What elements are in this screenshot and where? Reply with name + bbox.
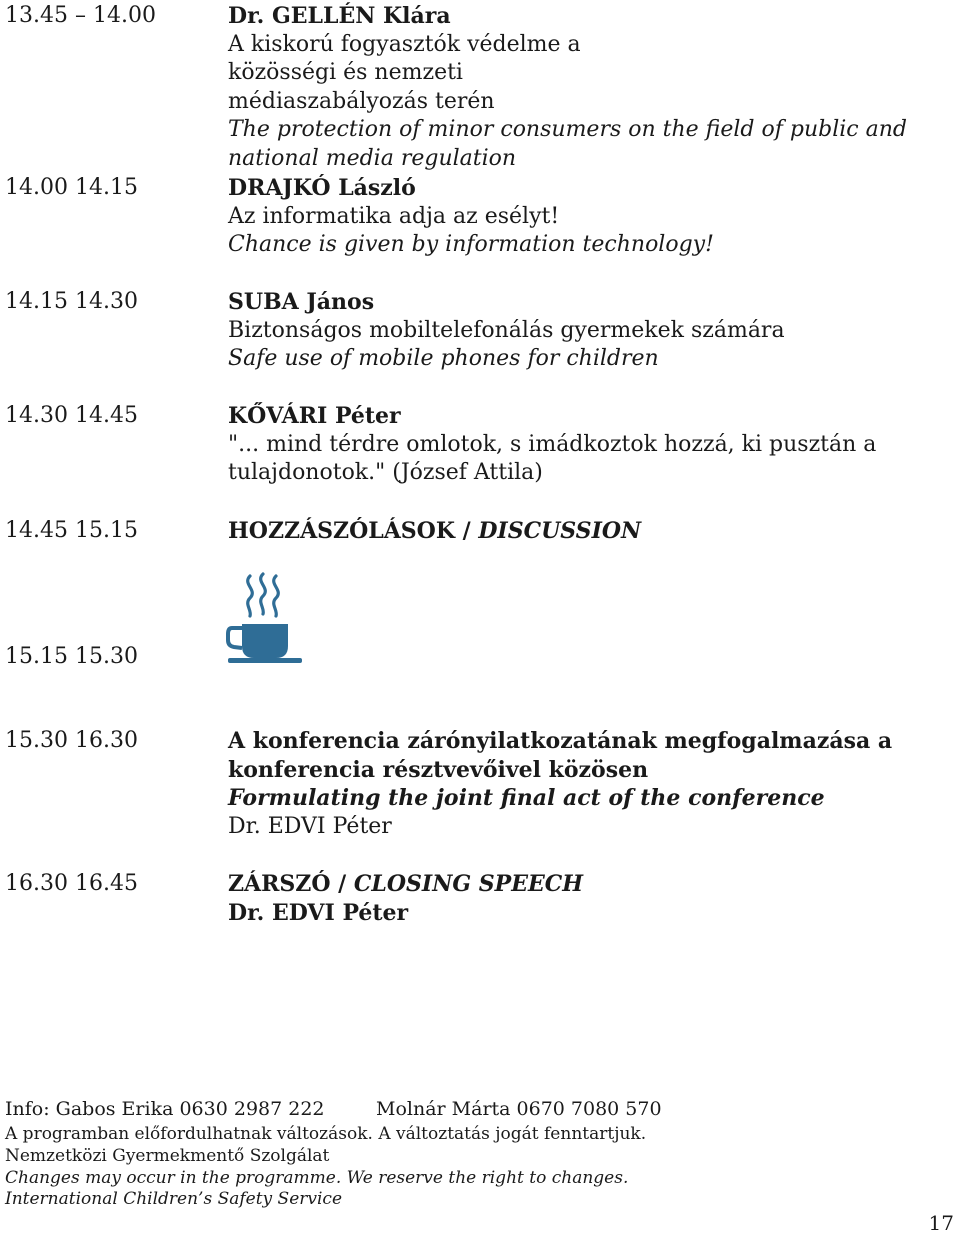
session-time: 14.15 14.30 [5,289,138,314]
discussion-heading [228,517,948,546]
session-time: 15.30 16.30 [5,728,138,753]
session-time: 16.30 16.45 [5,871,138,896]
session-time: 13.45 – 14.00 [5,3,156,28]
footer-info-2: Molnár Márta 0670 7080 570 [376,1098,662,1120]
footer-note-hungarian: A programban előfordulhatnak változások. A változtatás jogát fenntartjuk. [5,1124,647,1144]
closing-block [228,870,948,927]
session-block [228,174,948,260]
speaker-name: DRAJKÓ László [228,175,416,201]
title-english: Chance is given by information technology! [228,232,714,258]
session-time: 14.00 14.15 [5,175,138,200]
closing-english: CLOSING SPEECH [353,871,584,897]
speaker-name: Dr. EDVI Péter [228,899,409,926]
speaker-name: SUBA János [228,289,375,315]
speaker-name: Dr. EDVI Péter [228,813,392,839]
session-block [228,288,948,374]
discussion-hungarian: HOZZÁSZÓLÁSOK / [228,518,471,544]
session-block [228,402,948,488]
title-hungarian: A konferencia zárónyilatkozatának megfogalmazása a konferencia résztvevőivel közösen [228,728,893,783]
speaker-name: KŐVÁRI Péter [228,403,401,429]
page-number: 17 [928,1211,954,1235]
session-block [228,2,948,174]
footer-info-1: Info: Gabos Erika 0630 2987 222 [5,1098,325,1120]
footer-org-english: International Children’s Safety Service [5,1189,343,1209]
session-time: 15.15 15.30 [5,644,138,669]
footer-org-hungarian: Nemzetközi Gyermekmentő Szolgálat [5,1146,330,1166]
session-block [228,727,948,841]
title-hungarian: Biztonságos mobiltelefonálás gyermekek számára [228,317,785,343]
coffee-cup-icon [226,572,306,666]
discussion-english: DISCUSSION [478,518,642,544]
title-hungarian: A kiskorú fogyasztók védelme a közösségi és nemzeti médiaszabályozás terén [228,31,581,114]
title-english: Formulating the joint final act of the conference [228,785,825,812]
title-hungarian: Az informatika adja az esélyt! [228,203,560,229]
title-english: Safe use of mobile phones for children [228,346,659,372]
closing-hungarian: ZÁRSZÓ / [228,871,347,897]
session-time: 14.45 15.15 [5,518,138,543]
session-time: 14.30 14.45 [5,403,138,428]
footer-note-english: Changes may occur in the programme. We reserve the right to changes. [5,1168,629,1188]
title-english: The protection of minor consumers on the field of public and national media regulation [228,117,907,171]
quote: "... mind térdre omlotok, s imádkoztok hozzá, ki pusztán a tulajdonotok." (József Attila) [228,431,877,486]
speaker-name: Dr. GELLÉN Klára [228,3,451,29]
